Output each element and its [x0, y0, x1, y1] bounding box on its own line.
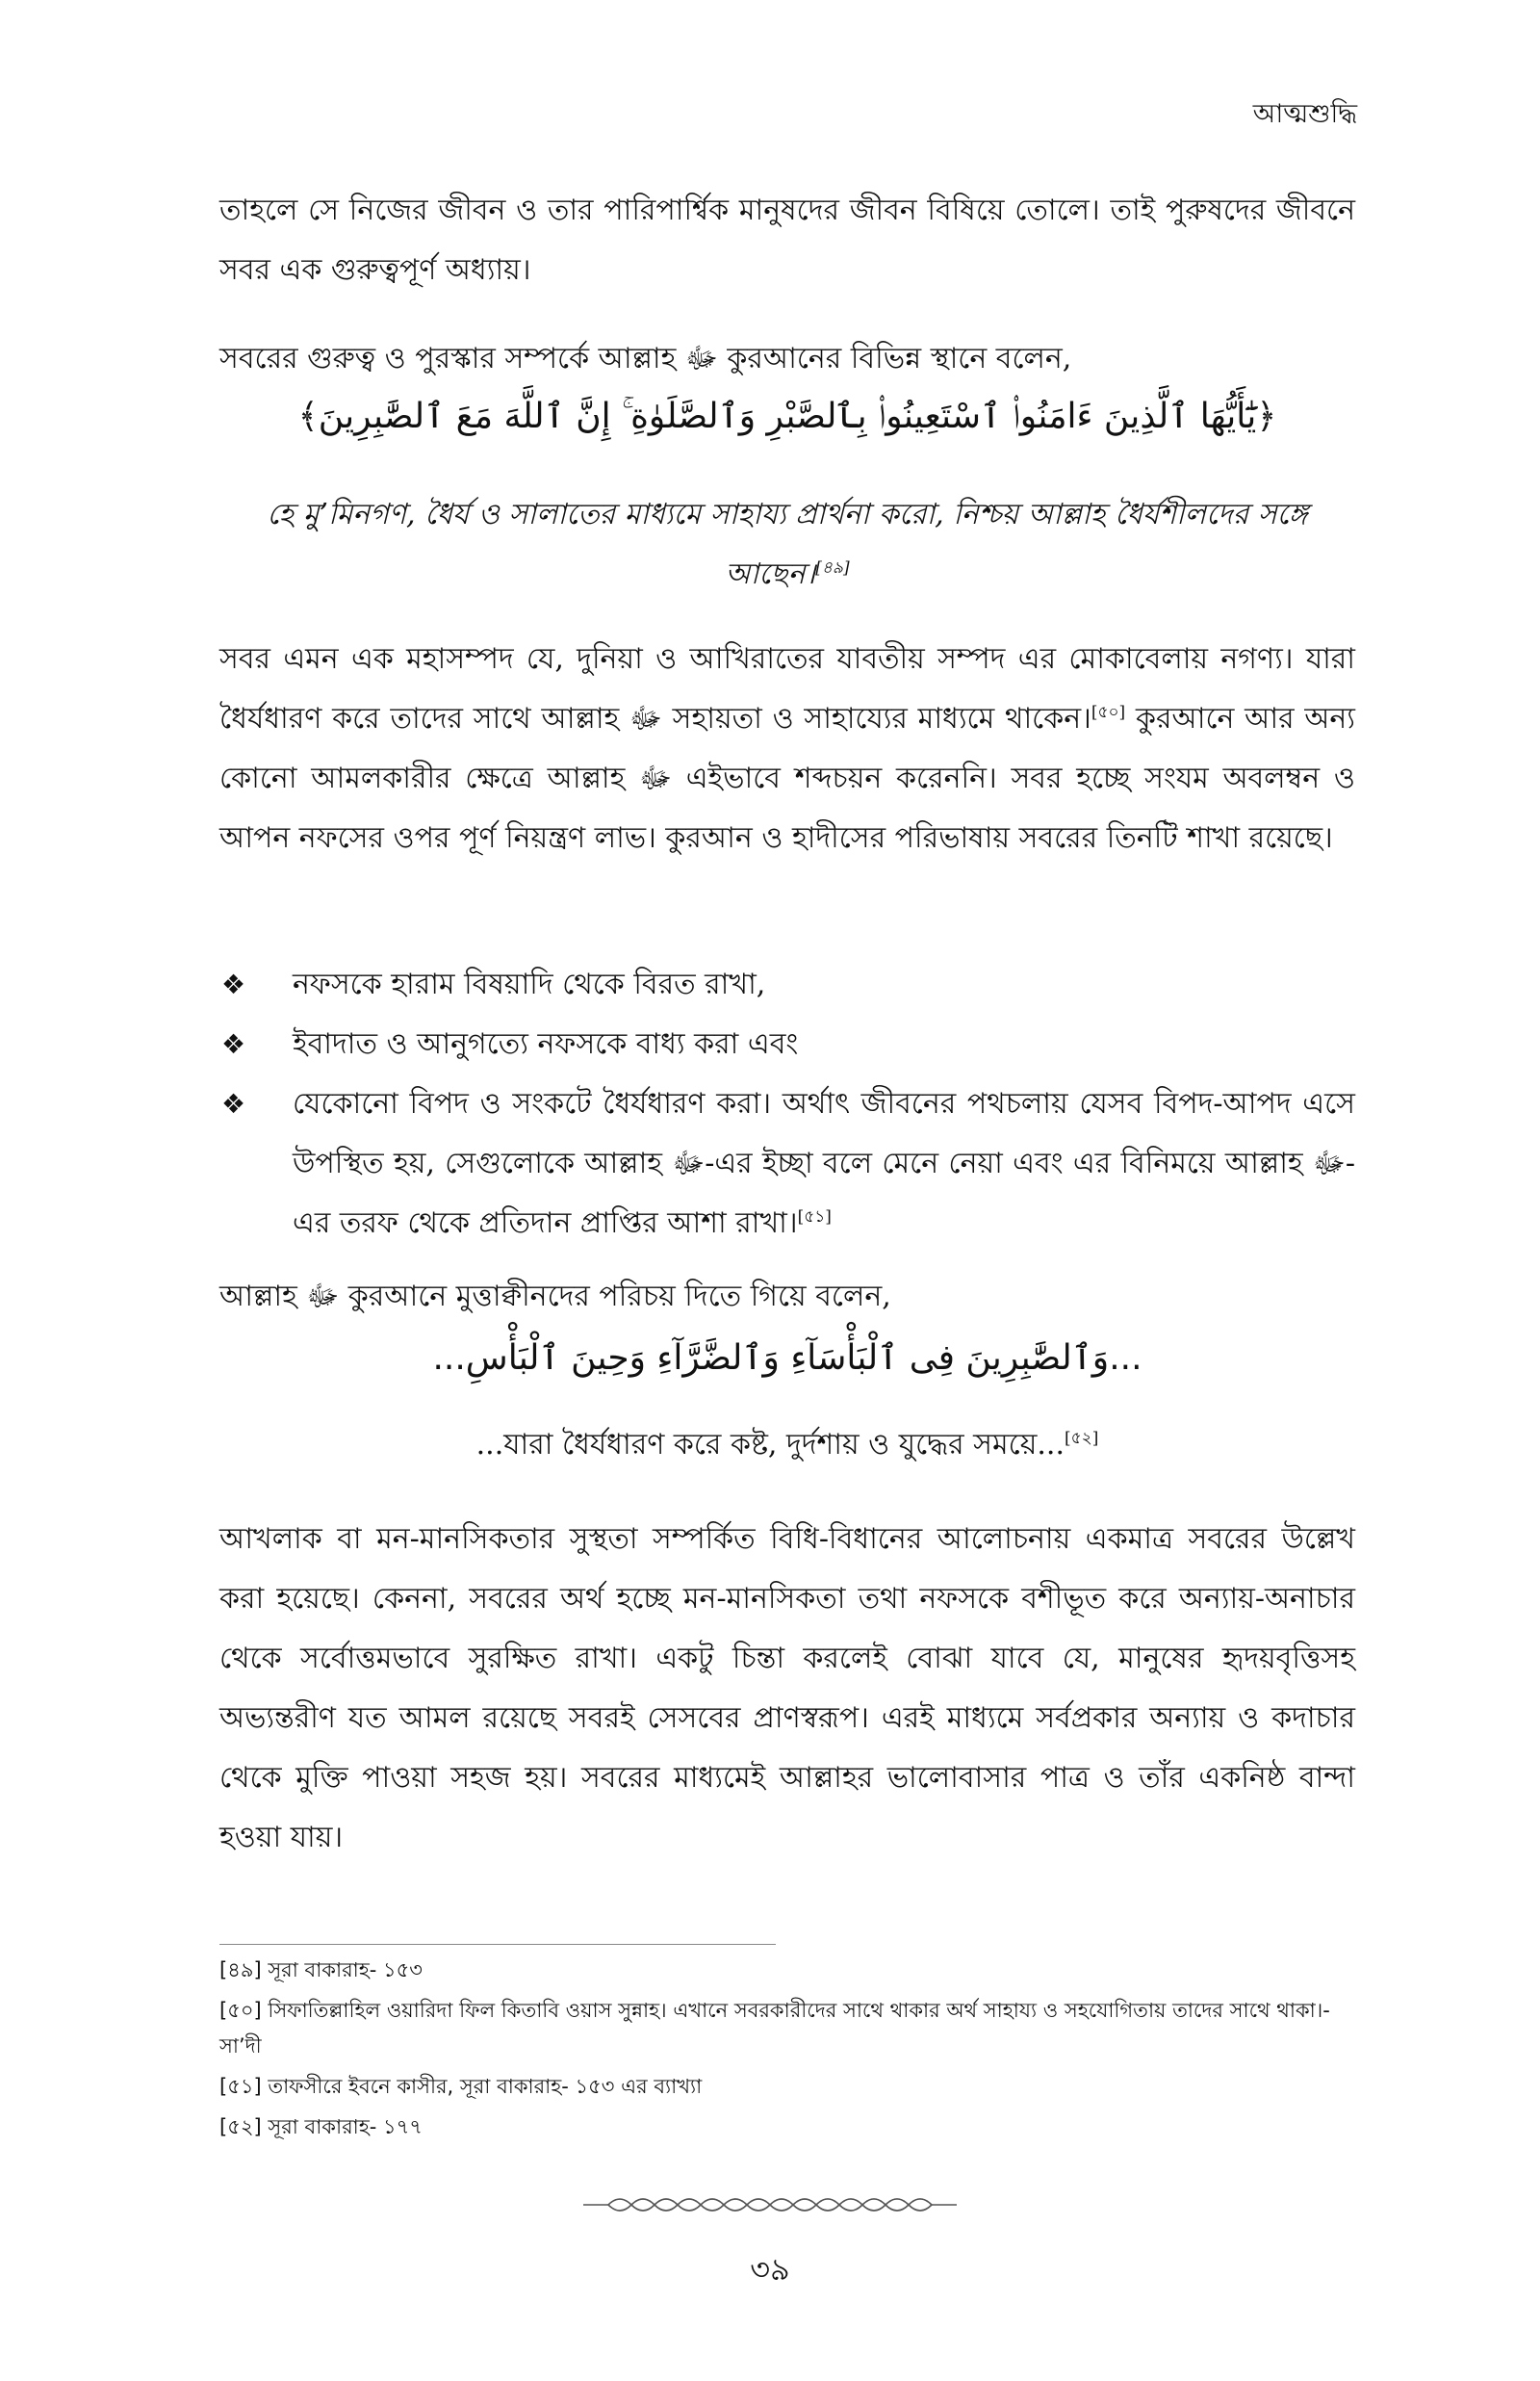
branches-list — [219, 955, 1355, 1254]
list-item-text: যেকোনো বিপদ ও সংকটে ধৈর্যধারণ করা। অর্থাৎ জীবনের পথচলায় যেসব বিপদ-আপদ এসে উপস্থিত হয়, সেগুলোকে আল্লাহ ﷻ-এর ইচ্ছা বলে মেনে নেয়া এবং এর বিনিময়ে আল্লাহ ﷻ-এর তরফ থেকে প্রতিদান প্রাপ্তির আশা রাখা। — [293, 1087, 1355, 1240]
list-item — [219, 1074, 1355, 1254]
footnotes — [219, 1953, 1355, 2150]
footnote-ref: [৫২] — [1065, 1429, 1099, 1448]
arabic-verse-2: ...وَٱلصَّٰبِرِينَ فِى ٱلْبَأْسَآءِ وَٱلضَّرَّآءِ وَحِينَ ٱلْبَأْسِ... — [432, 1338, 1142, 1378]
running-header: আত্মশুদ্ধি — [1252, 99, 1357, 129]
paragraph-text-continued: কুরআনে আর অন্য কোনো আমলকারীর ক্ষেত্রে আল্লাহ ﷻ এইভাবে শব্দচয়ন করেননি। সবর হচ্ছে সংযম অবলম্বন ও আপন নফসের ওপর পূর্ণ নিয়ন্ত্রণ লাভ। কুরআন ও হাদীসের পরিভাষায় সবরের তিনটি শাখা রয়েছে। — [219, 702, 1355, 855]
diamond-bullet-icon: ❖ — [221, 1028, 246, 1060]
paragraph-text: আল্লাহ ﷻ কুরআনে মুত্তাক্বীনদের পরিচয় দিতে গিয়ে বলেন, — [219, 1280, 891, 1313]
list-item-text: ইবাদাত ও আনুগত্যে নফসকে বাধ্য করা এবং — [293, 1027, 799, 1061]
ornament-divider-icon — [579, 2193, 961, 2216]
footnote-ref: [৫১] — [797, 1207, 832, 1227]
verse-translation-1 — [219, 485, 1355, 605]
footnote-item: [৫০] সিফাতিল্লাহিল ওয়ারিদা ফিল কিতাবি ওয়াস সুন্নাহ। এখানে সবরকারীদের সাথে থাকার অর্থ সাহায্য ও সহযোগিতায় তাদের সাথে থাকা।-সা’দী — [219, 1999, 1330, 2057]
footnote-ref: [৪৯] — [815, 558, 850, 578]
list-item — [219, 1015, 1355, 1074]
paragraph-text: আখলাক বা মন-মানসিকতার সুস্থতা সম্পর্কিত বিধি-বিধানের আলোচনায় একমাত্র সবরের উল্লেখ করা হয়েছে। কেননা, সবরের অর্থ হচ্ছে মন-মানসিকতা তথা নফসকে বশীভূত করে অন্যায়-অনাচার থেকে সর্বোত্তমভাবে সুরক্ষিত রাখা। একটু চিন্তা করলেই বোঝা যাবে যে, মানুষের হৃদয়বৃত্তিসহ অভ্যন্তরীণ যত আমল রয়েছে সবরই সেসবের প্রাণস্বরূপ। এরই মাধ্যমে সর্বপ্রকার অন্যায় ও কদাচার থেকে মুক্তি পাওয়া সহজ হয়। সবরের মাধ্যমেই আল্লাহর ভালোবাসার পাত্র ও তাঁর একনিষ্ঠ বান্দা হওয়া যায়। — [219, 1522, 1355, 1854]
paragraph-text: তাহলে সে নিজের জীবন ও তার পারিপার্শ্বিক মানুষদের জীবন বিষিয়ে তোলে। তাই পুরুষদের জীবনে সবর এক গুরুত্বপূর্ণ অধ্যায়। — [219, 194, 1355, 287]
translation-text: হে মু’মিনগণ, ধৈর্য ও সালাতের মাধ্যমে সাহায্য প্রার্থনা করো, নিশ্চয় আল্লাহ ধৈর্যশীলদের সঙ্গে আছেন। — [267, 498, 1308, 591]
arabic-verse-1: ﴿يَٰٓأَيُّهَا ٱلَّذِينَ ءَامَنُوا۟ ٱسْتَعِينُوا۟ بِٱلصَّبْرِ وَٱلصَّلَوٰةِ ۚ إِنَّ ٱللَّهَ مَعَ ٱلصَّٰبِرِينَ﴾ — [297, 397, 1277, 436]
paragraph-text: সবর এমন এক মহাসম্পদ যে, দুনিয়া ও আখিরাতের যাবতীয় সম্পদ এর মোকাবেলায় নগণ্য। যারা ধৈর্যধারণ করে তাদের সাথে আল্লাহ ﷻ সহায়তা ও সাহায্যের মাধ্যমে থাকেন। — [219, 642, 1355, 736]
diamond-bullet-icon: ❖ — [221, 969, 246, 1000]
verse-translation-2 — [219, 1415, 1355, 1475]
page-number: ৩৯ — [750, 2251, 790, 2288]
diamond-bullet-icon: ❖ — [221, 1088, 246, 1120]
paragraph-text: সবরের গুরুত্ব ও পুরস্কার সম্পর্কে আল্লাহ ﷻ কুরআনের বিভিন্ন স্থানে বলেন, — [219, 342, 1072, 375]
footnote-divider — [219, 1944, 776, 1945]
paragraph-lead-in-1 — [219, 329, 1355, 389]
paragraph-sabr-wealth — [219, 630, 1355, 868]
paragraph-lead-in-2 — [219, 1267, 1355, 1327]
paragraph-akhlaq — [219, 1510, 1355, 1868]
footnote-ref: [৫০] — [1091, 703, 1126, 722]
paragraph-intro — [219, 181, 1355, 300]
list-item-text: নফসকে হারাম বিষয়াদি থেকে বিরত রাখা, — [293, 968, 766, 1001]
list-item — [219, 955, 1355, 1015]
footnote-item: [৫২] সূরা বাকারাহ- ১৭৭ — [219, 2115, 423, 2138]
translation-text: ...যারা ধৈর্যধারণ করে কষ্ট, দুর্দশায় ও যুদ্ধের সময়ে... — [475, 1428, 1065, 1462]
footnote-item: [৪৯] সূরা বাকারাহ- ১৫৩ — [219, 1958, 423, 1981]
footnote-item: [৫১] তাফসীরে ইবনে কাসীর, সূরা বাকারাহ- ১৫৩ এর ব্যাখ্যা — [219, 2075, 703, 2098]
